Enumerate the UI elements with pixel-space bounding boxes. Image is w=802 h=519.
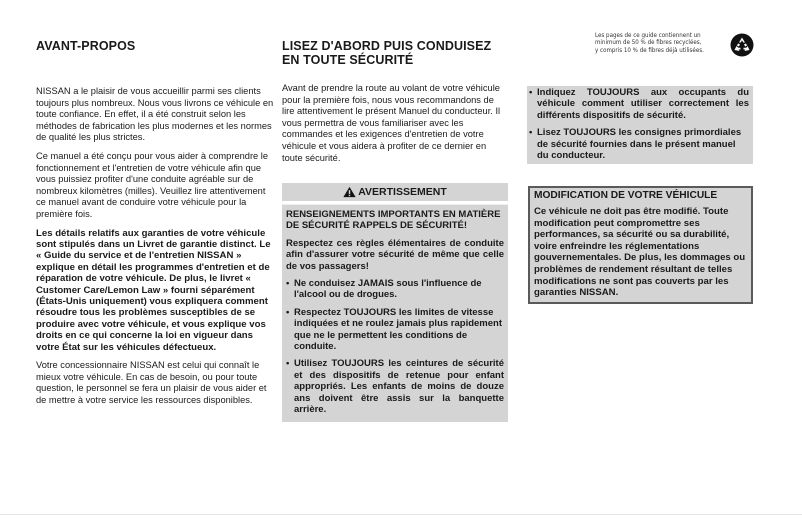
- modification-body: Ce véhicule ne doit pas être modifié. Toute modification peut compromettre ses performances, sa sécurité ou sa durabilité, voire enfreindre les réglementations gouvernementales. De plus, les dommages ou problèmes de rendement résultant de telles modifications ne sont pas couverts par les garanties NISSAN.: [534, 206, 746, 299]
- modification-title: MODIFICATION DE VOTRE VÉHICULE: [534, 190, 718, 201]
- lisez-title-line-1: LISEZ D'ABORD PUIS CONDUISEZ: [282, 39, 492, 53]
- lisez-title: [282, 39, 512, 67]
- warning-triangle-icon: [343, 186, 356, 198]
- avant-propos-title: AVANT-PROPOS: [36, 39, 136, 53]
- recycle-note: [595, 32, 704, 54]
- warning-heading: RENSEIGNEMENTS IMPORTANTS EN MATIÈRE DE SÉCURITÉ RAPPELS DE SÉCURITÉ!: [286, 209, 501, 232]
- warning-body: [282, 204, 508, 422]
- warning-bullet-text: Respectez TOUJOURS les limites de vitesse indiquées et ne roulez jamais plus rapidement que ne le permettent les conditions de conduite.: [294, 306, 502, 353]
- warning-bullet-text: Indiquez TOUJOURS aux occupants du véhicule comment utiliser correctement les différents dispositifs de sécurité.: [537, 87, 749, 121]
- page-bottom-rule: [0, 514, 802, 515]
- warranty-paragraph: Les détails relatifs aux garanties de votre véhicule sont stipulés dans un Livret de garantie distinct. Le « Guide du service et de l'entretien NISSAN » explique en détail les programmes d'entretien et de réparation de votre véhicule. De plus, le livret « Customer Care/Lemon Law » fourni séparément (États-Unis uniquement) vous expliquera comment résoudre tous les problèmes susceptibles de se produire avec votre véhicule, et vous explique vos droits en ce qui concerne la loi en vigueur dans votre État sur les véhicules défectueux.: [36, 227, 271, 353]
- warning-continuation-box: [527, 86, 753, 164]
- recycle-note-line: y compris 10 % de fibres déjà utilisées.: [595, 46, 704, 54]
- avant-propos-paragraph-2: Ce manuel a été conçu pour vous aider à comprendre le fonctionnement et l'entretien de votre véhicule afin que vous puissiez profiter d'une conduite agréable sur de nombreux kilomètres (milles). Veuillez lire attentivement ce manuel avant de conduire votre véhicule pour la première fois.: [36, 150, 269, 219]
- warning-bullet-text: Ne conduisez JAMAIS sous l'influence de l'alcool ou de drogues.: [294, 278, 482, 301]
- warning-lead: Respectez ces règles élémentaires de conduite afin d'assurer votre sécurité de même que celle de vos passagers!: [286, 237, 504, 272]
- recycle-note-line: Les pages de ce guide contiennent un: [595, 32, 701, 39]
- avant-propos-paragraph-1: NISSAN a le plaisir de vous accueillir parmi ses clients toujours plus nombreux. Nous vous livrons ce véhicule en toute confiance. En effet, il a été construit selon les méthodes de fabrication les plus modernes et les normes de qualité les plus strictes.: [36, 86, 274, 143]
- warning-box: [282, 183, 508, 422]
- warning-header: [282, 183, 508, 201]
- warning-bullet: [286, 358, 504, 415]
- recycle-note-line: minimum de 50 % de fibres recyclées,: [595, 39, 702, 47]
- bullet-icon: •: [529, 127, 533, 139]
- warning-bullet-text: Utilisez TOUJOURS les ceintures de sécurité et des dispositifs de retenue pour enfant appropriés. Les enfants de moins de douze ans doivent être assis sur la banquette arrière.: [294, 358, 504, 416]
- warning-bullet-text: Lisez TOUJOURS les consignes primordiales de sécurité fournies dans le présent manuel du conducteur.: [537, 127, 742, 162]
- dealer-paragraph: Votre concessionnaire NISSAN est celui qui connaît le mieux votre véhicule. En cas de besoin, ou pour toute question, le personnel se fera un plaisir de vous aider et de mettre à votre service les ressources disponibles.: [36, 360, 267, 405]
- modification-box: [528, 186, 753, 304]
- warning-header-label: AVERTISSEMENT: [358, 186, 447, 198]
- warning-bullet: [286, 278, 504, 301]
- warning-bullet: [286, 307, 504, 353]
- recycle-icon: [730, 33, 754, 57]
- lisez-intro: Avant de prendre la route au volant de votre véhicule pour la première fois, nous vous recommandons de lire attentivement le présent Manuel du conducteur. Il vous permettra de vous familiariser avec les commandes et les exigences d'entretien de votre véhicule et vous aidera à profiter de ce dernier en toute sécurité.: [282, 83, 501, 163]
- bullet-icon: •: [286, 278, 290, 290]
- bullet-icon: •: [286, 358, 290, 370]
- warning-bullet: [529, 87, 749, 121]
- warning-bullet: [529, 127, 749, 161]
- lisez-title-line-2: EN TOUTE SÉCURITÉ: [282, 53, 414, 67]
- bullet-icon: •: [286, 306, 290, 318]
- bullet-icon: •: [529, 87, 533, 98]
